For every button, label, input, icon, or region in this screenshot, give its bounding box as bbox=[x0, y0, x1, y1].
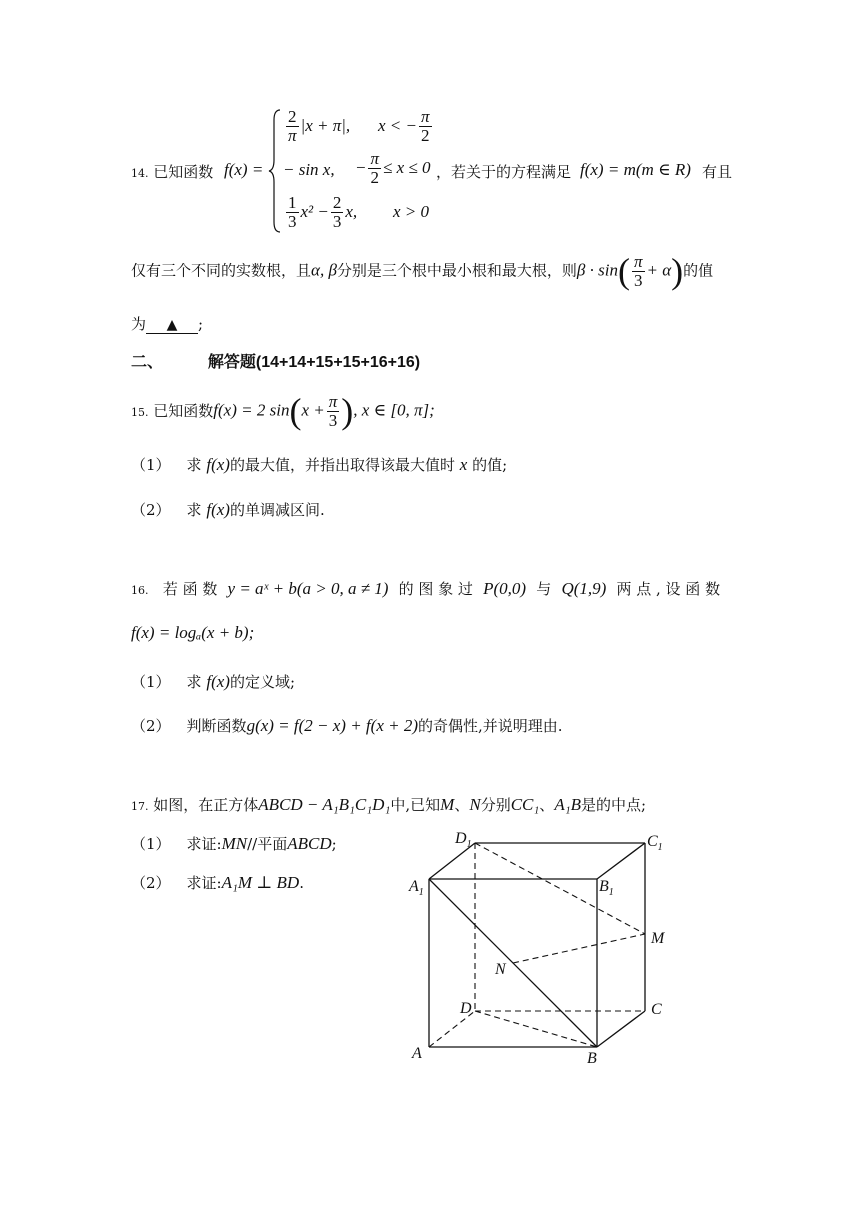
label-m: M bbox=[651, 930, 665, 947]
label-a: A bbox=[412, 1045, 422, 1062]
q16-statement: 16. 若 函 数 y = aˣ + b(a > 0, a ≠ 1) 的 图 象 过 P(0,0) 与 Q(1,9) 两 点 , 设 函 数 bbox=[131, 579, 721, 598]
cube-figure bbox=[400, 820, 690, 1070]
answer-blank: ▲ bbox=[146, 317, 198, 334]
q15-part-1: （1） 求 f(x)的最大值，并指出取得该最大值时 x 的值; bbox=[131, 455, 508, 474]
hidden-segment-mn bbox=[513, 934, 645, 963]
label-a1: $A_1$ bbox=[409, 878, 424, 898]
section-number: 二、 bbox=[131, 354, 164, 371]
label-b1: $B_1$ bbox=[599, 878, 614, 898]
section-title: 解答题(14+14+15+15+16+16) bbox=[207, 354, 421, 371]
q14-lead: 已知函数 bbox=[153, 163, 214, 181]
piece-3: $\frac{1}{3}$ x² − $\frac{2}{3}$ x, bbox=[288, 193, 358, 231]
q15-statement: 15. 已知函数f(x) = 2 sin(x + $\frac{\pi}{3}$ ), x ∈ [0, π]; bbox=[131, 391, 435, 431]
label-b: B bbox=[587, 1050, 597, 1067]
q14-line-3: 为 ▲ ; bbox=[131, 315, 204, 333]
q16-line-2: f(x) = logₐ(x + b); bbox=[131, 623, 255, 642]
edge-bc bbox=[597, 1011, 645, 1047]
q16-part-1: （1） 求 f(x)的定义域; bbox=[131, 672, 295, 691]
q17-part-2: （2） 求证:A₁M ⊥ BD. bbox=[131, 873, 304, 892]
q14-equation: f(x) = m(m ∈ R) bbox=[580, 160, 691, 179]
piece-1: $\frac{2}{\pi}$ |x + π|, bbox=[288, 107, 351, 145]
question-number: 14. bbox=[131, 167, 149, 180]
piecewise-brace bbox=[268, 108, 282, 234]
q17-part-1: （1） 求证:MN//平面ABCD; bbox=[131, 834, 337, 853]
piece-2-condition: − $\frac{\pi}{2}$ ≤ x ≤ 0 bbox=[355, 149, 431, 187]
q14-tail-1: ，若关于的方程满足 bbox=[436, 163, 572, 181]
label-d: D bbox=[460, 1000, 472, 1017]
q14-fx: f(x) = bbox=[224, 160, 264, 179]
label-n: N bbox=[495, 961, 506, 978]
label-d1: $D_1$ bbox=[455, 830, 472, 850]
q15-part-2: （2） 求 f(x)的单调减区间. bbox=[131, 500, 325, 519]
piece-2: − sin x, bbox=[283, 160, 335, 179]
hidden-segment-d1m bbox=[475, 843, 645, 934]
q14-line-2: 仅有三个不同的实数根，且α, β分别是三个根中最小根和最大根，则β · sin( $\frac{\pi}{3}$ + α)的值 bbox=[131, 251, 714, 291]
q17-statement: 17. 如图，在正方体ABCD − A₁B₁C₁D₁中,已知M、N分别CC₁、A₁B是的中点; bbox=[131, 795, 647, 814]
label-c: C bbox=[651, 1001, 662, 1018]
q16-part-2: （2） 判断函数g(x) = f(2 − x) + f(x + 2)的奇偶性,并说明理由. bbox=[131, 716, 563, 735]
piece-1-condition: x < − $\frac{\pi}{2}$ bbox=[378, 107, 430, 145]
section-heading bbox=[131, 349, 420, 372]
label-c1: $C_1$ bbox=[647, 833, 663, 853]
piece-3-condition: x > 0 bbox=[393, 202, 430, 221]
q14-tail-2: 有且 bbox=[702, 163, 733, 181]
edge-b1c1 bbox=[597, 843, 645, 879]
